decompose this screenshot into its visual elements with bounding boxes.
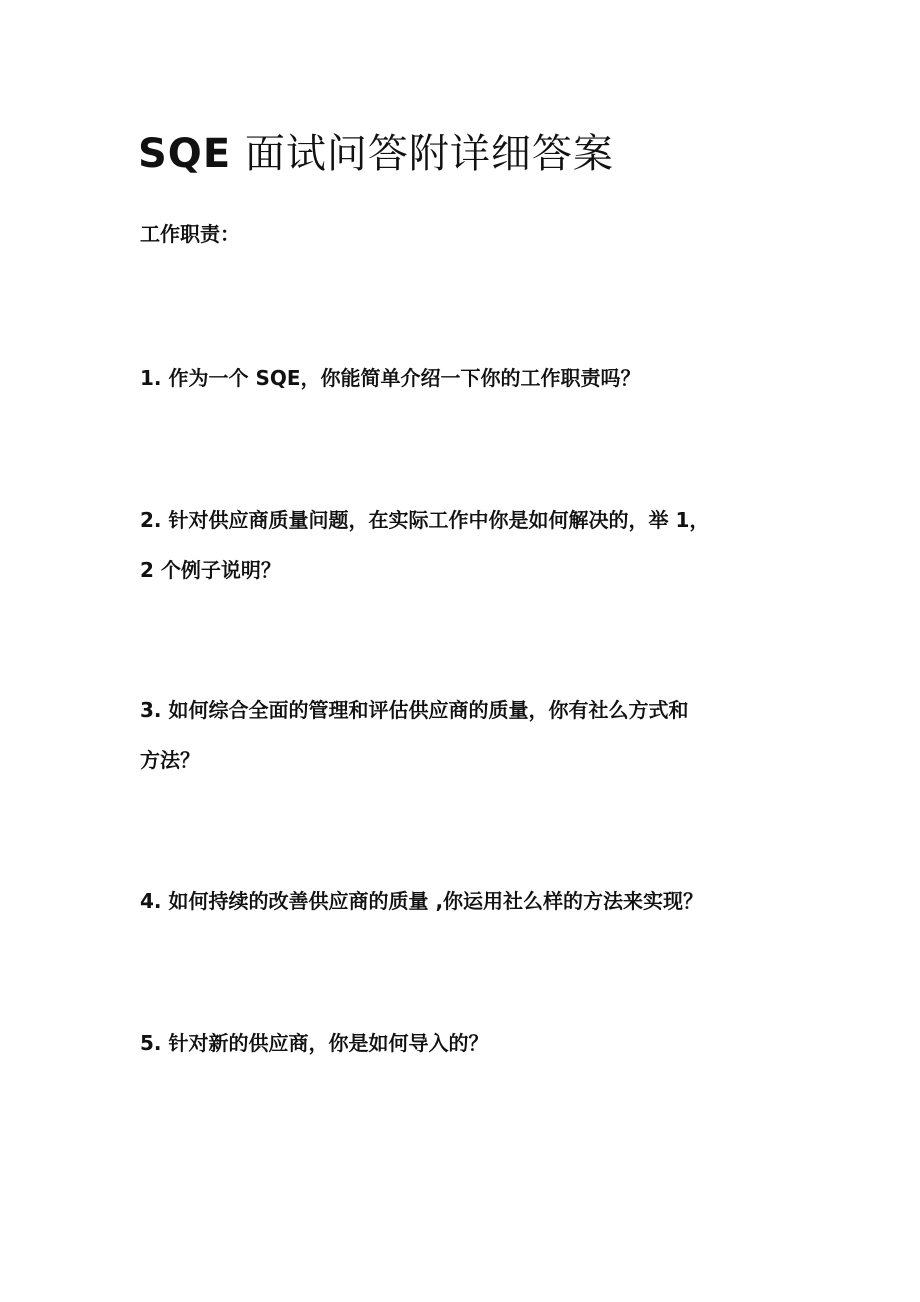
- question-3: [140, 685, 800, 785]
- question-3-line-1: 3. 如何综合全面的管理和评估供应商的质量，你有社么方式和: [140, 698, 689, 722]
- question-2: [140, 495, 800, 595]
- document-title-cjk: 面试问答附详细答案: [231, 131, 614, 177]
- question-4-line-1: 4. 如何持续的改善供应商的质量 ,你运用社么样的方法来实现？: [140, 889, 704, 913]
- section-label: 工作职责：: [140, 222, 240, 246]
- document-title-latin: SQE: [138, 131, 232, 177]
- question-2-line-2: 2 个例子说明？: [140, 558, 281, 582]
- question-4: [140, 876, 800, 926]
- document-title: [138, 126, 614, 182]
- question-1-line-1: 1. 作为一个 SQE，你能简单介绍一下你的工作职责吗？: [140, 366, 641, 390]
- question-5-line-1: 5. 针对新的供应商，你是如何导入的？: [140, 1031, 489, 1055]
- question-1: [140, 353, 800, 403]
- question-3-line-2: 方法？: [140, 748, 200, 772]
- question-5: [140, 1018, 800, 1068]
- question-2-line-1: 2. 针对供应商质量问题，在实际工作中你是如何解决的，举 1，: [140, 508, 710, 532]
